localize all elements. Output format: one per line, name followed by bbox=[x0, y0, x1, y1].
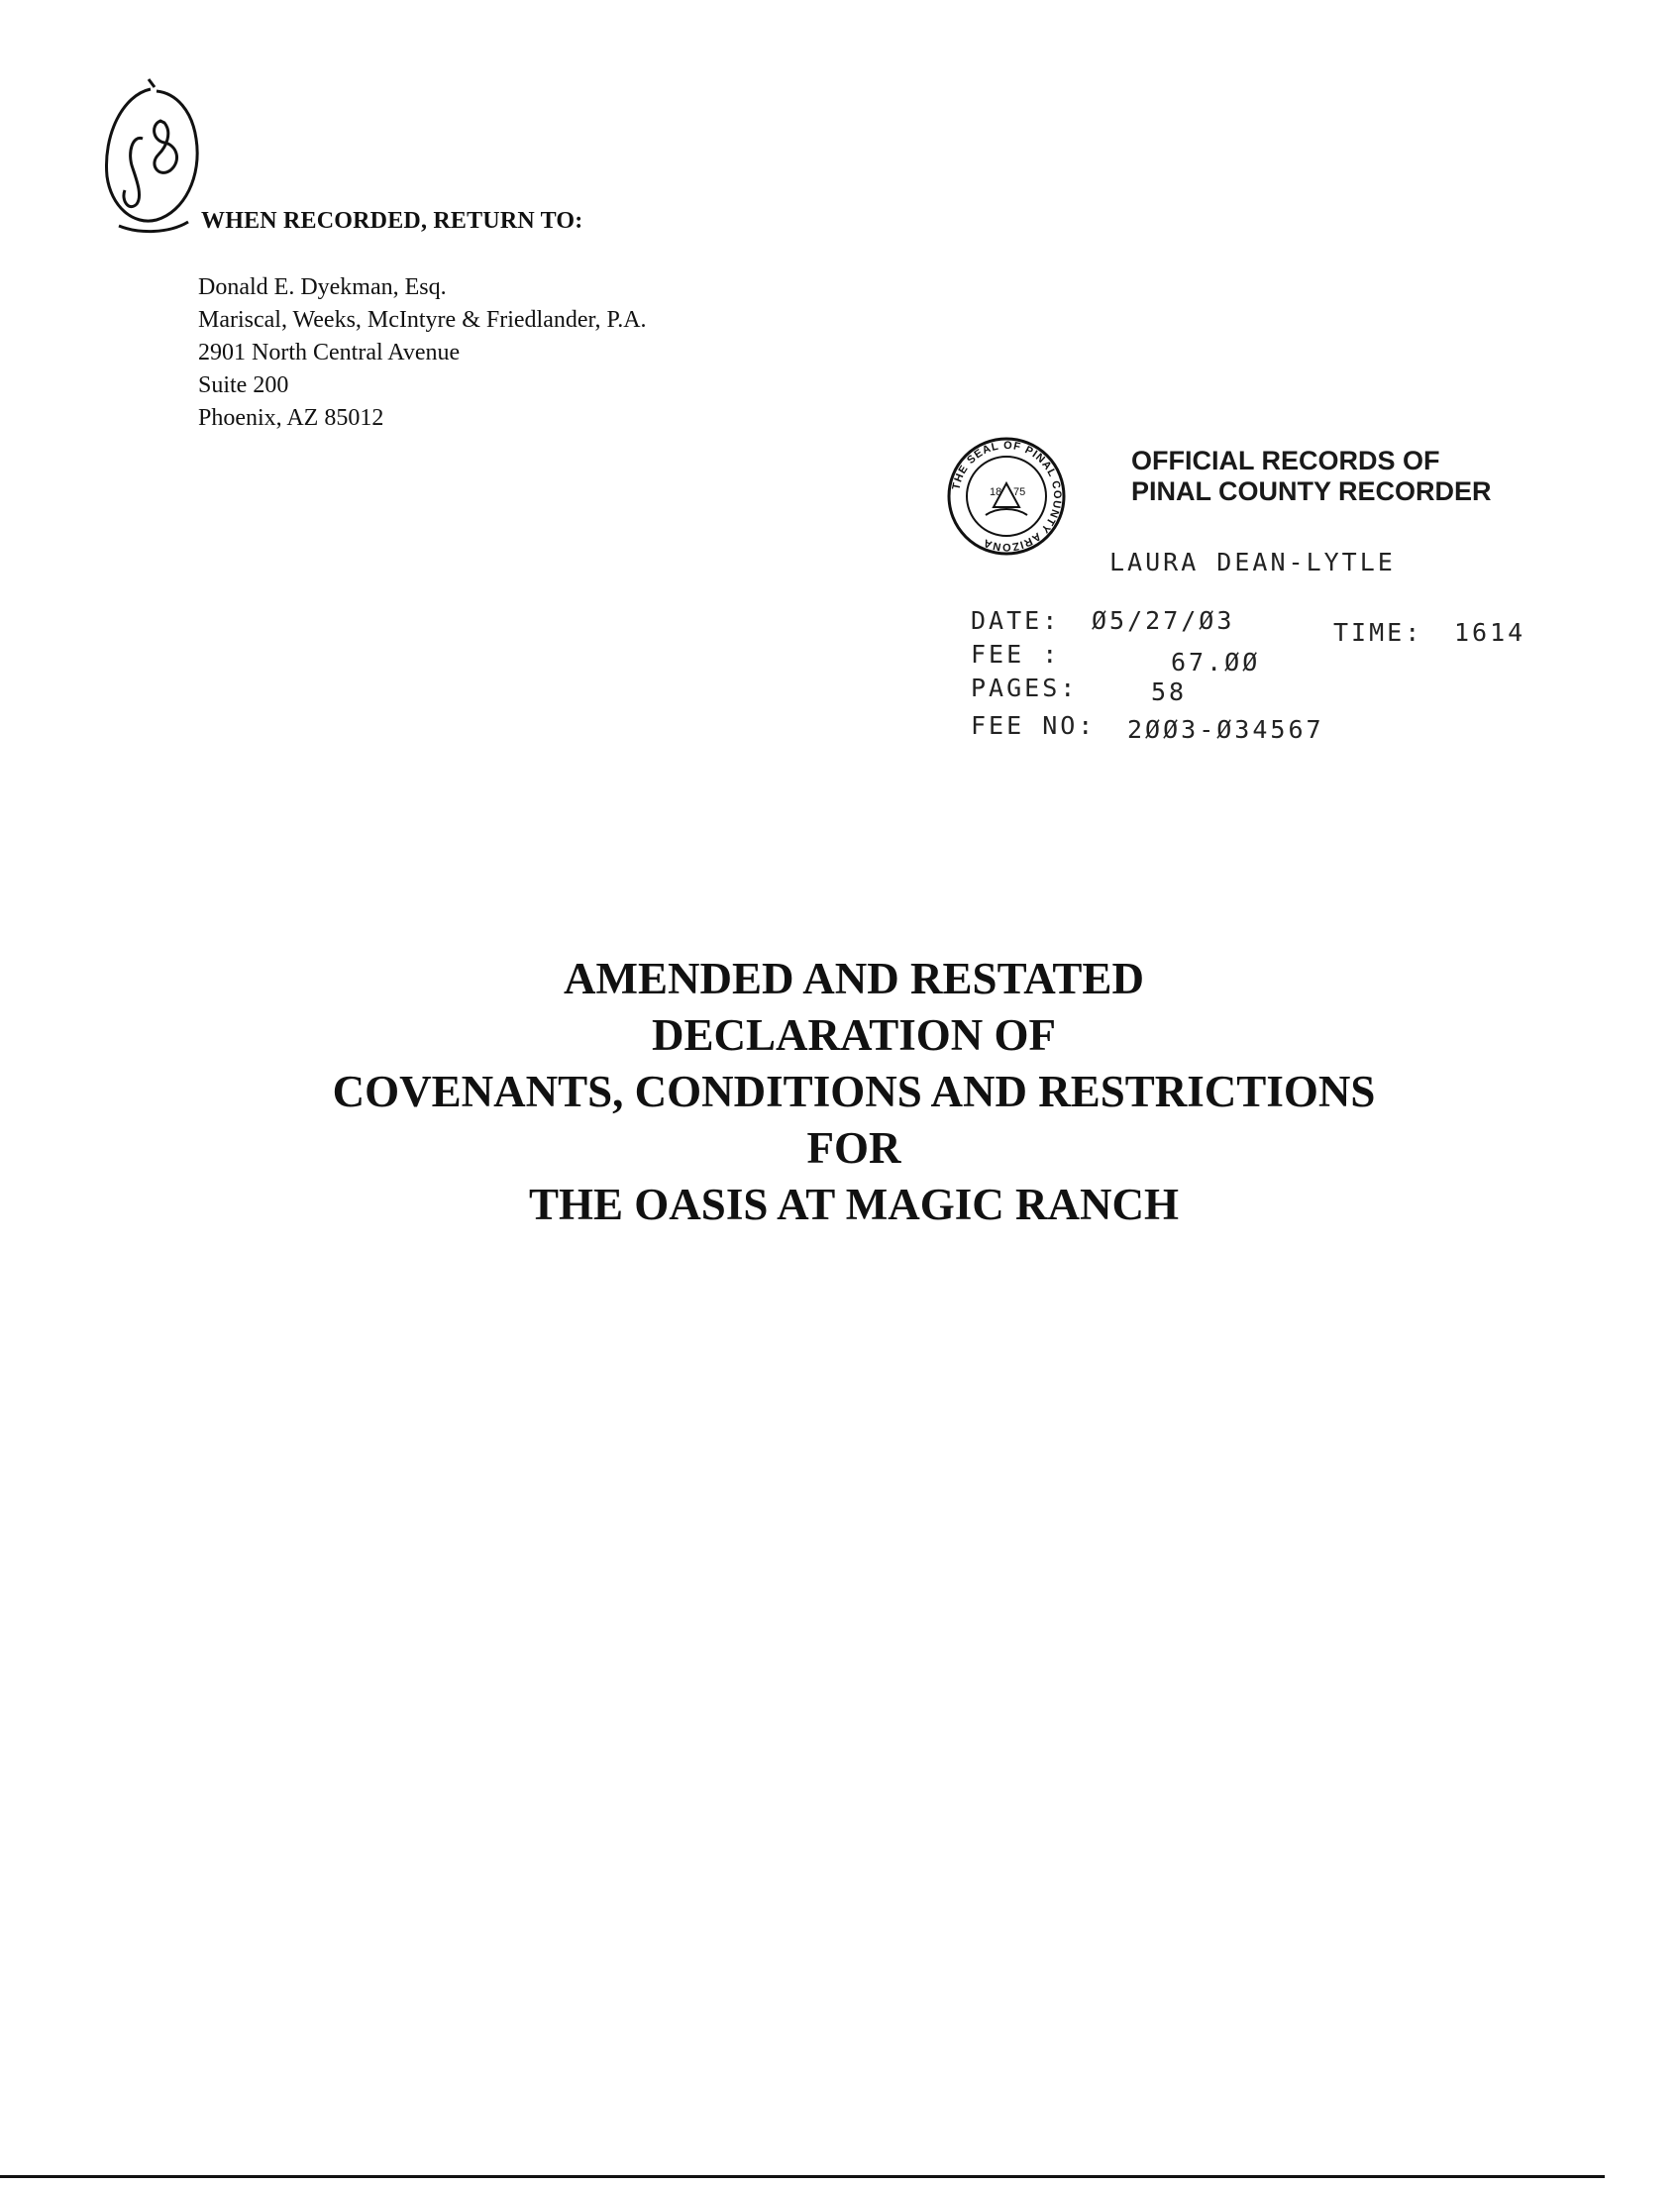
return-to-heading: WHEN RECORDED, RETURN TO: bbox=[201, 208, 583, 234]
date-label: DATE: bbox=[971, 606, 1061, 635]
pages-label: PAGES: bbox=[971, 674, 1079, 702]
svg-text:18: 18 bbox=[990, 486, 1002, 498]
document-title-line: AMENDED AND RESTATED bbox=[564, 954, 1144, 1003]
time-label: TIME: bbox=[1333, 618, 1423, 647]
svg-text:THE SEAL OF PINAL COUNTY ARIZO: THE SEAL OF PINAL COUNTY ARIZONA bbox=[950, 439, 1064, 554]
page-bottom-rule bbox=[0, 2175, 1605, 2178]
document-title-line: FOR bbox=[806, 1123, 901, 1173]
return-address-line: Donald E. Dyekman, Esq. bbox=[198, 274, 447, 300]
recorder-office-title bbox=[1131, 446, 1492, 507]
return-address bbox=[198, 271, 647, 435]
fee-value: 67.ØØ bbox=[1171, 648, 1261, 677]
return-address-line: Phoenix, AZ 85012 bbox=[198, 405, 384, 431]
pages-value: 58 bbox=[1151, 677, 1188, 706]
fee-label: FEE : bbox=[971, 640, 1061, 669]
return-address-line: Suite 200 bbox=[198, 372, 289, 398]
recorder-name: LAURA DEAN-LYTLE bbox=[1109, 548, 1396, 576]
fee-number-value: 2ØØ3-Ø34567 bbox=[1127, 715, 1324, 744]
document-title bbox=[0, 951, 1680, 1233]
handwritten-page-count-mark bbox=[99, 77, 208, 236]
document-title-line: THE OASIS AT MAGIC RANCH bbox=[529, 1180, 1179, 1229]
recorder-title-line: PINAL COUNTY RECORDER bbox=[1131, 476, 1492, 506]
document-title-line: DECLARATION OF bbox=[652, 1010, 1056, 1060]
pinal-county-seal-icon bbox=[946, 436, 1067, 557]
return-address-line: Mariscal, Weeks, McIntyre & Friedlander, P.A. bbox=[198, 307, 647, 333]
recorder-title-line: OFFICIAL RECORDS OF bbox=[1131, 446, 1440, 475]
return-address-line: 2901 North Central Avenue bbox=[198, 340, 461, 365]
document-title-line: COVENANTS, CONDITIONS AND RESTRICTIONS bbox=[332, 1067, 1376, 1116]
svg-text:75: 75 bbox=[1013, 486, 1026, 498]
time-value: 1614 bbox=[1454, 618, 1526, 647]
fee-number-label: FEE NO: bbox=[971, 711, 1097, 740]
date-value: Ø5/27/Ø3 bbox=[1092, 606, 1235, 635]
